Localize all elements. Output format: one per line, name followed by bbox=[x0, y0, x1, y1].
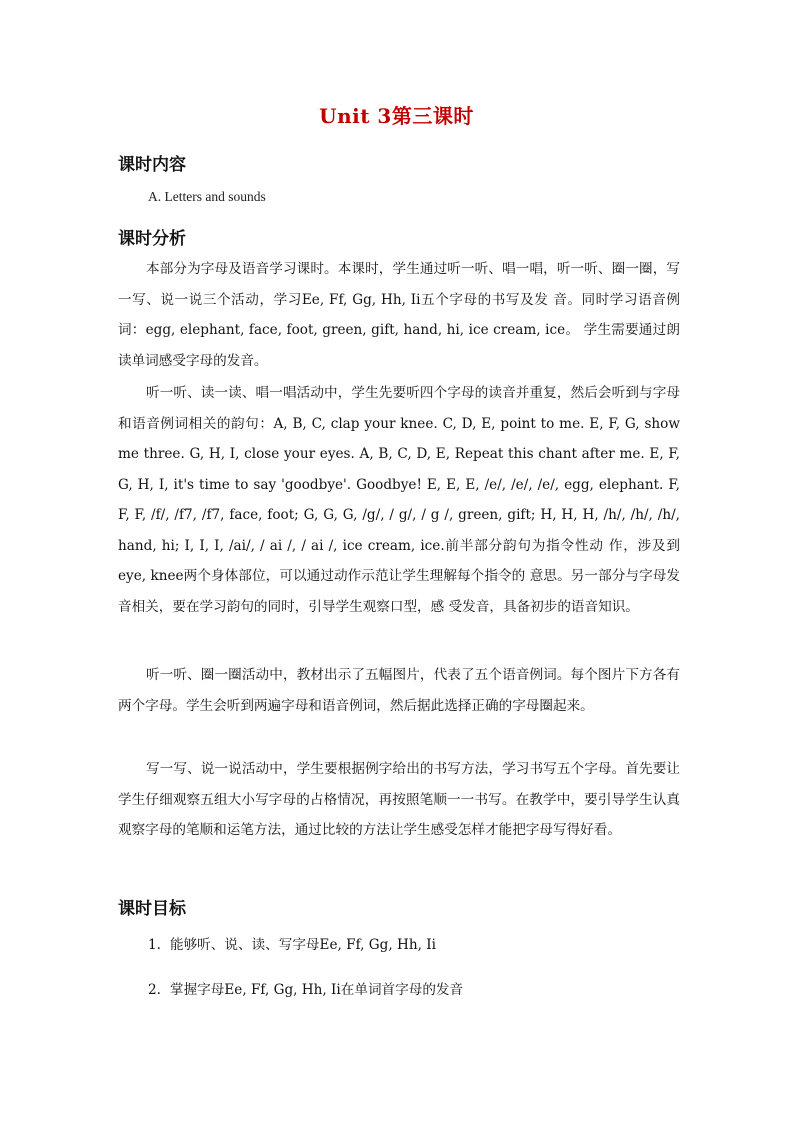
goal-item-1 bbox=[148, 933, 436, 953]
goal-text: 掌握字母Ee, Ff, Gg, Hh, Ii在单词首字母的发音 bbox=[170, 982, 464, 998]
goal-number: 2. bbox=[148, 982, 161, 998]
analysis-paragraph-3: 听一听、圈一圈活动中，教材出示了五幅图片，代表了五个语音例词。每个图片下方各有两个字母。学生会听到两遍字母和语音例词，然后据此选择正确的字母圈起来。 bbox=[118, 667, 680, 714]
analysis-paragraph-4: 写一写、说一说活动中，学生要根据例字给出的书写方法，学习书写五个字母。首先要让学生仔细观察五组大小写字母的占格情况，再按照笔顺一一书写。在教学中，要引导学生认真观察字母的笔顺和运笔方法，通过比较的方法让学生感受怎样才能把字母写得好看。 bbox=[118, 761, 680, 838]
goal-item-2 bbox=[148, 978, 463, 998]
analysis-paragraph-2: 听一听、读一读、唱一唱活动中，学生先要听四个字母的读音并重复，然后会听到与字母和语音例词相关的韵句：A, B, C, clap your knee. C, D, E, point to me. E, F, G, show me three. G, H, I, close your eyes. A, B, C, D, E, Repeat this chant after me. E, F, G, H, I, it's time to say 'goodbye'. Goodbye! E, E, E, /e/, /e/, /e/, egg, elephant. F, F, F, /f/, /f7, /f7, face, foot; G, G, G, /g/, / g/, / g /, green, gift; H, H, H, /h/, /h/, /h/, hand, hi; I, I, I, /ai/, / ai /, / ai /, ice cream, ice.前半部分韵句为指令性动 作，涉及到eye, knee两个身体部位，可以通过动作示范让学生理解每个指令的 意思。另一部分与字母发音相关，要在学习韵句的同时，引导学生观察口型，感 受发音，具备初步的语音知识。 bbox=[118, 385, 680, 615]
goal-text: 能够听、说、读、写字母Ee, Ff, Gg, Hh, Ii bbox=[170, 937, 436, 953]
goal-number: 1. bbox=[148, 937, 161, 953]
heading-lesson-content: 课时内容 bbox=[118, 155, 186, 175]
heading-lesson-goals: 课时目标 bbox=[118, 899, 186, 919]
heading-lesson-analysis: 课时分析 bbox=[118, 229, 186, 249]
page-title: Unit 3第三课时 bbox=[319, 104, 474, 128]
analysis-paragraph-1: 本部分为字母及语音学习课时。本课时，学生通过听一听、唱一唱，听一听、圈一圈，写一写、说一说三个活动，学习Ee, Ff, Gg, Hh, Ii五个字母的书写及发 音。同时学习语音例词：egg, elephant, face, foot, green, gift, hand, hi, ice cream, ice。 学生需要通过朗读单词感受字母的发音。 bbox=[118, 261, 680, 369]
lesson-content-item: A. Letters and sounds bbox=[148, 189, 266, 204]
